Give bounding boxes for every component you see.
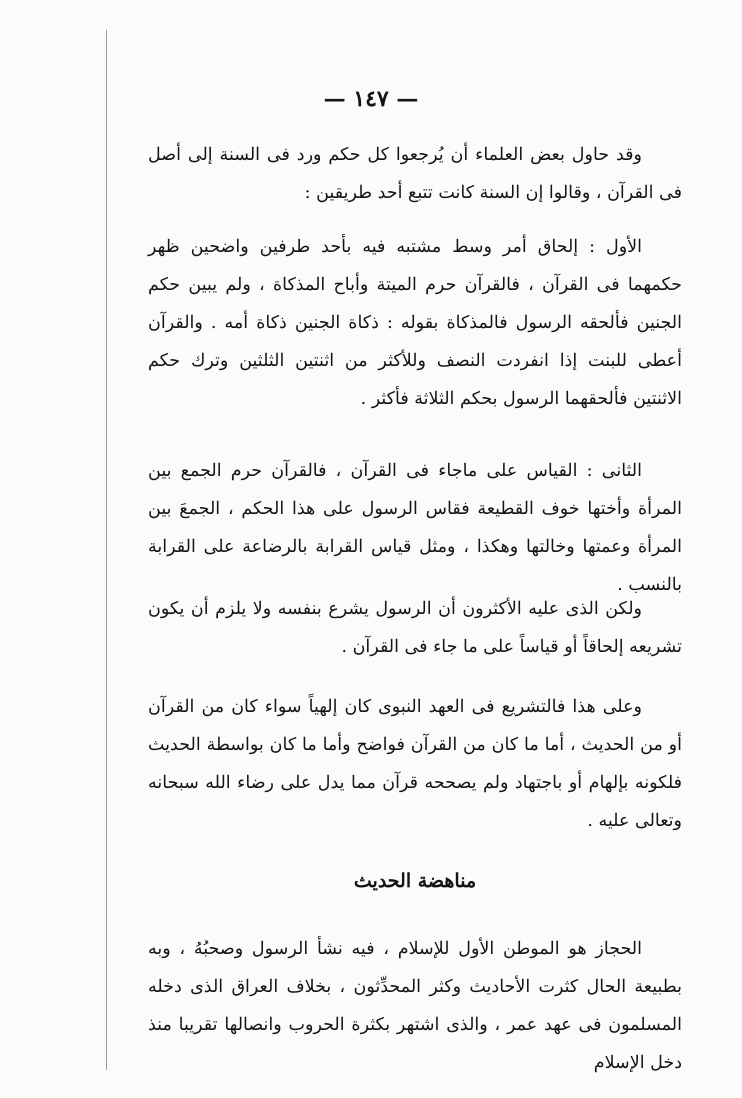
paragraph-5-text: وعلى هذا فالتشريع فى العهد النبوى كان إلهياً سواء كان من القرآن أو من الحديث ، أما ما كان من القرآن فواضح وأما ما كان بواسطة الحديث فلكونه بإلهام أو باجتهاد ولم يصححه قرآن مما يدل على رضاء الله سبحانه وتعالى عليه . <box>148 697 682 831</box>
paragraph-1-text: وقد حاول بعض العلماء أن يُرجعوا كل حكم ورد فى السنة إلى أصل فى القرآن ، وقالوا إن السنة كانت تتبع أحد طريقين : <box>148 145 682 203</box>
section-heading: مناهضة الحديث <box>353 870 477 892</box>
paragraph-3 <box>148 452 682 604</box>
section-paragraph <box>148 930 682 1082</box>
paragraph-5 <box>148 688 682 840</box>
margin-rule <box>106 30 107 1070</box>
paragraph-2-text: الأول : إلحاق أمر وسط مشتبه فيه بأحد طرفين واضحين ظهر حكمهما فى القرآن ، فالقرآن حرم الميتة وأباح المذكاة ، ولم يبين حكم الجنين فألحقه الرسول فالمذكاة بقوله : ذكاة الجنين ذكاة أمه . والقرآن أعطى للبنت إذا انفردت النصف وللأكثر من اثنتين الثلثين وترك حكم الاثنتين فألحقهما الرسول بحكم الثلاثة فأكثر . <box>148 237 682 409</box>
paragraph-3-text: الثانى : القياس على ماجاء فى القرآن ، فالقرآن حرم الجمع بين المرأة وأختها خوف القطيعة فقاس الرسول على هذا الحكم ، الجمعَ بين المرأة وعمتها وخالتها وهكذا ، ومثل قياس القرابة بالرضاعة على القرابة بالنسب . <box>148 461 682 595</box>
paragraph-1 <box>148 136 682 212</box>
paragraph-2 <box>148 228 682 418</box>
section-paragraph-text: الحجاز هو الموطن الأول للإسلام ، فيه نشأ الرسول وصحبُهُ ، وبه بطبيعة الحال كثرت الأحاديث وكثر المحدِّثون ، بخلاف العراق الذى دخله المسلمون فى عهد عمر ، والذى اشتهر بكثرة الحروب وانصالها تقريبا منذ دخل الإسلام <box>148 939 682 1073</box>
paragraph-4-text: ولكن الذى عليه الأكثرون أن الرسول يشرع بنفسه ولا يلزم أن يكون تشريعه إلحاقاً أو قياساً على ما جاء فى القرآن . <box>148 599 682 657</box>
paragraph-4 <box>148 590 682 666</box>
page-number: — ١٤٧ — <box>323 86 419 112</box>
